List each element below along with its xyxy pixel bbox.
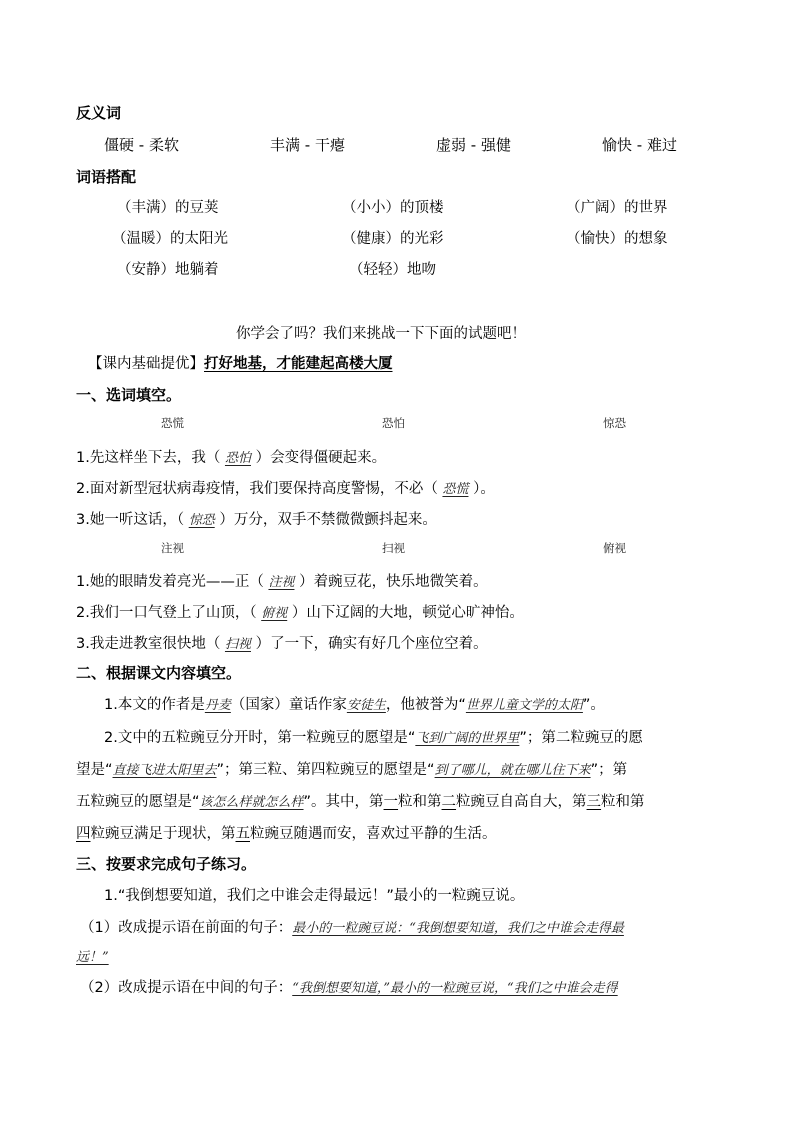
question-text: 1.先这样坐下去，我（ [76, 450, 221, 466]
answer: 扫视 [224, 637, 251, 652]
antonym-pair: 丰满 - 干瘪 [270, 136, 345, 154]
answer: 三 [586, 794, 602, 810]
answer: 远！” [76, 950, 109, 965]
answer: 到了哪儿，就在哪儿住下来 [434, 763, 591, 778]
question-3-1: 1.“我倒想要知道，我们之中谁会走得最远！”最小的一粒豌豆说。 [104, 888, 525, 904]
answer: 四 [76, 826, 91, 842]
question-text: ）万分，双手不禁微微颤抖起来。 [219, 512, 437, 528]
question-text: 望是“ [76, 762, 113, 778]
answer: 注视 [268, 575, 295, 590]
question-1-6 [76, 632, 488, 653]
answer: 恐慌 [442, 482, 469, 497]
question-1-4 [76, 570, 488, 591]
question-text: 2.面对新型冠状病毒疫情，我们要保持高度警惕，不必（ [76, 481, 438, 497]
section-title [88, 352, 393, 373]
question-text: 1.她的眼睛发着亮光——正（ [76, 574, 264, 590]
question-text: ”；第二粒豌豆的愿 [519, 730, 643, 746]
question-text: （1）改成提示语在前面的句子： [80, 920, 293, 936]
question-text: 2.我们一口气登上了山顶，（ [76, 605, 257, 621]
answer: 二 [441, 794, 457, 810]
question-2-2-line2 [76, 758, 627, 779]
antonym-pair: 虚弱 - 强健 [436, 136, 511, 154]
question-1-3 [76, 508, 437, 529]
question-text: 粒和第 [398, 794, 442, 810]
collocation-item: （安静）地躺着 [117, 262, 219, 278]
part1-title: 一、选词填空。 [76, 386, 182, 404]
question-3-1-1-cont [76, 946, 109, 965]
question-text: ”；第 [590, 762, 628, 778]
question-text: 五粒豌豆的愿望是“ [76, 794, 200, 810]
question-text: ）了一下，确实有好几个座位空着。 [255, 636, 488, 652]
question-3-1-1 [80, 916, 624, 937]
word-option: 恐怕 [382, 416, 405, 430]
section-bracket: 【课内基础提优】 [88, 356, 204, 372]
word-option: 恐慌 [161, 416, 184, 430]
question-text: 3.我走进教室很快地（ [76, 636, 221, 652]
challenge-text: 你学会了吗？我们来挑战一下下面的试题吧！ [236, 326, 526, 342]
question-text: （2）改成提示语在中间的句子： [80, 980, 293, 996]
answer: 该怎么样就怎么样 [199, 795, 304, 810]
question-text: 粒豌豆自高自大，第 [456, 794, 587, 810]
collocation-item: （广阔）的世界 [566, 200, 668, 216]
answer: “我倒想要知道，”最小的一粒豌豆说，“我们之中谁会走得 [292, 981, 618, 996]
question-text: ）。 [473, 481, 495, 497]
answer: 俯视 [261, 606, 288, 621]
collocations-heading: 词语搭配 [76, 168, 137, 186]
question-2-2-line3 [76, 790, 645, 811]
question-1-5 [76, 601, 524, 622]
question-text: 1.本文的作者是 [104, 697, 205, 713]
word-option: 俯视 [603, 541, 626, 555]
question-text: ”；第三粒、第四粒豌豆的愿望是“ [216, 762, 435, 778]
answer: 世界儿童文学的太阳 [465, 698, 583, 713]
collocation-item: （温暖）的太阳光 [112, 231, 228, 247]
collocation-item: （愉快）的想象 [566, 231, 668, 247]
answer: 最小的一粒豌豆说：“我倒想要知道，我们之中谁会走得最 [292, 921, 624, 936]
antonym-pair: 僵硬 - 柔软 [104, 136, 179, 154]
question-text: ，他被誉为“ [385, 697, 466, 713]
question-3-1-2 [80, 976, 618, 997]
question-2-2-line4 [76, 822, 497, 843]
word-option: 扫视 [382, 541, 405, 555]
collocation-item: （丰满）的豆荚 [117, 200, 219, 216]
part2-title: 二、根据课文内容填空。 [76, 664, 242, 682]
collocation-item: （轻轻）地吻 [349, 262, 436, 278]
question-text: ”。 [582, 697, 605, 713]
question-text: 粒和第 [601, 794, 645, 810]
antonyms-heading: 反义词 [76, 104, 122, 122]
word-option: 注视 [161, 541, 184, 555]
collocation-item: （健康）的光彩 [342, 231, 444, 247]
section-slogan: 打好地基，才能建起高楼大厦 [204, 356, 393, 372]
collocation-item: （小小）的顶楼 [342, 200, 444, 216]
antonym-pair: 愉快 - 难过 [602, 136, 677, 154]
answer: 安徒生 [346, 698, 386, 713]
question-1-2 [76, 477, 495, 498]
answer: 飞到广阔的世界里 [415, 731, 520, 746]
answer: 恐怕 [224, 451, 251, 466]
question-text: （国家）童话作家 [230, 697, 347, 713]
question-text: ）会变得僵硬起来。 [255, 450, 387, 466]
question-text: 3.她一听这话，（ [76, 512, 185, 528]
question-text: ”。其中，第 [303, 794, 384, 810]
question-text: 粒豌豆满足于现状，第 [90, 826, 236, 842]
question-text: ）着豌豆花，快乐地微笑着。 [299, 574, 488, 590]
question-text: 粒豌豆随遇而安，喜欢过平静的生活。 [250, 826, 497, 842]
answer: 直接飞进太阳里去 [112, 763, 217, 778]
word-option: 惊恐 [603, 416, 626, 430]
question-text: 2.文中的五粒豌豆分开时，第一粒豌豆的愿望是“ [104, 730, 416, 746]
answer: 丹麦 [204, 698, 231, 713]
answer: 一 [383, 794, 399, 810]
question-1-1 [76, 446, 386, 467]
part3-title: 三、按要求完成句子练习。 [76, 855, 257, 873]
question-2-1 [104, 693, 605, 714]
answer: 五 [235, 826, 250, 842]
answer: 惊恐 [188, 513, 215, 528]
question-2-2-line1 [104, 726, 643, 747]
question-text: ）山下辽阔的大地，顿觉心旷神怡。 [291, 605, 524, 621]
